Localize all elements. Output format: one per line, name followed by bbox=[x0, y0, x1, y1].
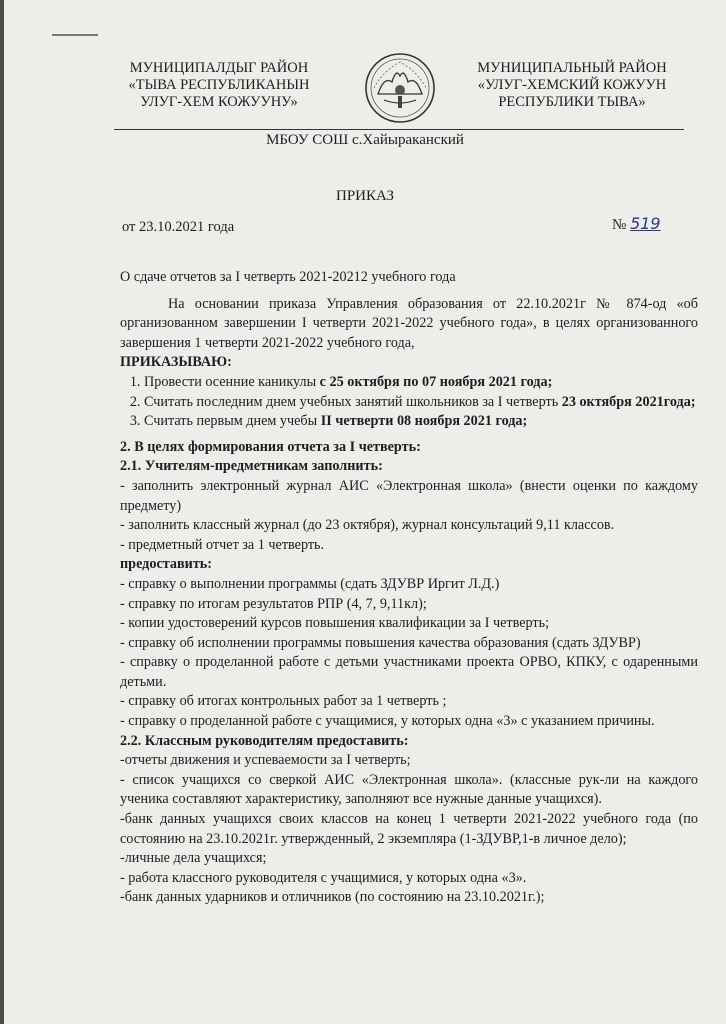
provide-line: - справку о проделанной работе с детьми участниками проекта ОРВО, КПКУ, с одаренными детьми. bbox=[120, 654, 698, 690]
section-2-2-title: 2.2. Классным руководителям предоставить: bbox=[120, 732, 409, 749]
provide-line: - справку о выполнении программы (сдать ЗДУВР Иргит Л.Д.) bbox=[120, 575, 500, 592]
document-title: ПРИКАЗ bbox=[336, 188, 394, 204]
order-item: 2. Считать последним днем учебных занятий школьников за I четверть 23 октября 2021года; bbox=[144, 393, 698, 413]
teacher-task-line: -банк данных учащихся своих классов на конец 1 четверти 2021-2022 учебного года (по состоянию на 23.10.2021г. утвержденный, 2 экземпляра (1-ЗДУВР,1-в личное дело); bbox=[120, 811, 698, 847]
school-name: МБОУ СОШ с.Хайыраканский bbox=[266, 132, 464, 148]
document-subject: О сдаче отчетов за I четверть 2021-20212 учебного года bbox=[120, 269, 456, 285]
section-2-title: 2. В целях формирования отчета за I четверть: bbox=[120, 438, 421, 455]
provide-line: - справку об исполнении программы повышения качества образования (сдать ЗДУВР) bbox=[120, 634, 641, 651]
document-body bbox=[120, 268, 698, 908]
document-page bbox=[4, 0, 726, 1024]
provide-line: - справку по итогам результатов РПР (4, 7, 9,11кл); bbox=[120, 595, 427, 612]
order-items-list bbox=[120, 373, 698, 432]
order-item: 3. Считать первым днем учебы II четверти 08 ноября 2021 года; bbox=[144, 412, 698, 432]
teacher-task-line: -отчеты движения и успеваемости за I четверть; bbox=[120, 752, 411, 769]
provide-line: - копии удостоверений курсов повышения квалификации за I четверть; bbox=[120, 615, 550, 632]
section-2-1-title: 2.1. Учителям-предметникам заполнить: bbox=[120, 458, 383, 475]
header-left-line: МУНИЦИПАЛДЫГ РАЙОН bbox=[129, 60, 309, 76]
task-line: - заполнить электронный журнал АИС «Электронная школа» (внести оценки по каждому предмету) bbox=[120, 477, 698, 514]
task-line: - предметный отчет за 1 четверть. bbox=[120, 536, 325, 553]
header-left-line: УЛУГ-ХЕМ КОЖУУНУ» bbox=[140, 94, 298, 110]
task-line: - заполнить классный журнал (до 23 октября), журнал консультаций 9,11 классов. bbox=[120, 517, 615, 534]
provide-line: - справку об итогах контрольных работ за 1 четверть ; bbox=[120, 693, 447, 710]
header-divider bbox=[114, 129, 684, 130]
teacher-task-line: - список учащихся со сверкой АИС «Электронная школа». (классные рук-ли на каждого ученика составляют характеристику, заполняют все нужные данные учащихся). bbox=[120, 771, 698, 808]
order-item: 1. Провести осенние каникулы с 25 октября по 07 ноября 2021 года; bbox=[144, 373, 698, 393]
command-heading: ПРИКАЗЫВАЮ: bbox=[120, 354, 232, 371]
basis-paragraph: На основании приказа Управления образования от 22.10.2021г № 874-од «об организованном завершении I четверти 2021-2022 учебного года», в целях организованного завершения 1 четверти 2021-2022 учебного года, bbox=[120, 295, 698, 351]
coat-of-arms-emblem bbox=[362, 50, 438, 126]
handwritten-number: 519 bbox=[630, 214, 661, 233]
header-right-line: «УЛУГ-ХЕМСКИЙ КОЖУУН bbox=[477, 77, 667, 93]
document-number bbox=[612, 214, 661, 234]
teacher-task-line: -личные дела учащихся; bbox=[120, 850, 267, 867]
scan-mark bbox=[52, 34, 98, 36]
teacher-task-line: - работа классного руководителя с учащимися, у которых одна «3». bbox=[120, 869, 527, 886]
header-left-line: «ТЫВА РЕСПУБЛИКАНЫН bbox=[128, 77, 310, 93]
header-left-block bbox=[114, 60, 324, 111]
provide-label: предоставить: bbox=[120, 556, 213, 573]
number-prefix: № bbox=[612, 217, 627, 233]
header-right-line: РЕСПУБЛИКИ ТЫВА» bbox=[498, 94, 646, 110]
document-date: от 23.10.2021 года bbox=[122, 219, 235, 235]
header-right-block bbox=[462, 60, 682, 111]
teacher-task-line: -банк данных ударников и отличников (по состоянию на 23.10.2021г.); bbox=[120, 889, 545, 906]
header-right-line: МУНИЦИПАЛЬНЫЙ РАЙОН bbox=[477, 60, 667, 76]
provide-line: - справку о проделанной работе с учащимися, у которых одна «3» с указанием причины. bbox=[120, 713, 655, 730]
